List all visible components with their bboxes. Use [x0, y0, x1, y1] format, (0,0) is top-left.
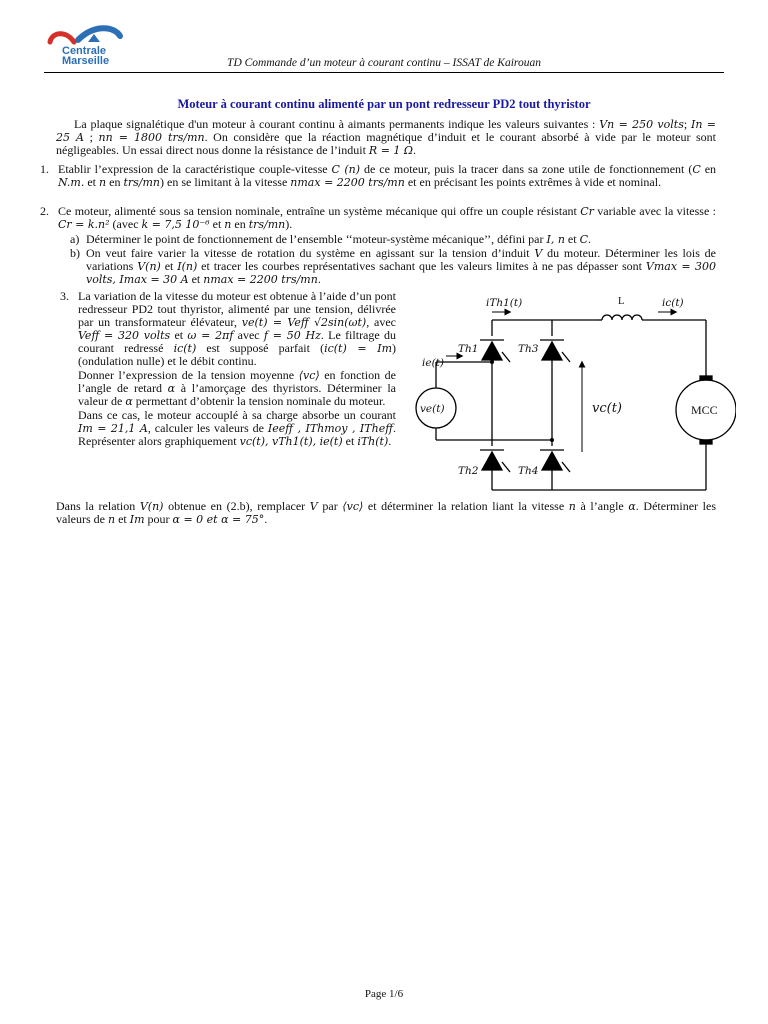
question-1: 1. Etablir l’expression de la caractéristique couple-vitesse C (n) de ce moteur, puis la tracer dans sa zone utile de fonctionnement (C en N.m. et n en trs/mn) en se limitant à la vitesse nmax = 2200 trs/mn et en précisant les points extrêmes à vide et nominal. — [40, 162, 717, 189]
header-rule — [44, 72, 724, 73]
question-2: 2. Ce moteur, alimenté sous sa tension nominale, entraîne un système mécanique qui offre un couple résistant Cr variable avec la vitesse : Cr = k.n² (avec k = 7,5 10⁻⁶ et n en trs/mn). a) Déterminer le point de fonctionnement de l’ensemble ‘‘moteur-système mécanique’’, défini par I, n et C. b) On veut faire varier la vitesse de rotation du système en agissant sur la tension d’induit V du moteur. Déterminer les lois de variations V(n) et I(n) et tracer les courbes représentatives sachant que les valeurs limites à ne pas dépasser sont Vmax = 300 volts, Imax = 30 A et nmax = 2200 trs/mn. — [40, 204, 716, 286]
label-th2: Th2 — [458, 465, 479, 477]
label-mcc: MCC — [691, 403, 718, 417]
question-number: 3. — [60, 289, 69, 303]
label-ith1: iTh1(t) — [486, 297, 523, 309]
question-number: 2. — [40, 204, 49, 218]
label-th3: Th3 — [518, 343, 539, 355]
label-ic: ic(t) — [662, 297, 684, 309]
label-th4: Th4 — [518, 465, 539, 477]
page-header: TD Commande d’un moteur à courant continu – ISSAT de Kairouan — [227, 57, 541, 69]
logo-line2: Marseille — [62, 55, 110, 66]
label-th1: Th1 — [458, 343, 479, 355]
label-ve: ve(t) — [420, 403, 445, 415]
label-inductor: L — [618, 296, 625, 307]
label-ie: ie(t) — [422, 357, 444, 369]
pd2-circuit-diagram — [406, 290, 736, 500]
page-number: Page 1/6 — [364, 988, 404, 1000]
document-title: Moteur à courant continu alimenté par un pont redresseur PD2 tout thyristor — [177, 97, 591, 111]
question-3: 3. La variation de la vitesse du moteur est obtenue à l’aide d’un pont redresseur PD2 tout thyristor, alimenté par une tension, délivrée par un transformateur élévateur, ve(t) = Veff √2sin(ωt), avec Veff = 320 volts et ω = 2πf avec f = 50 Hz. Le filtrage du courant redressé ic(t) est supposé parfait (ic(t) = Im) (ondulation nulle) et le débit continu. Donner l’expression de la tension moyenne ⟨vc⟩ en fonction de l’angle de retard α à l’amorçage des thyristors. Déterminer la valeur de α permettant d’obtenir la tension nominale du moteur. Dans ce cas, le moteur accouplé à sa charge absorbe un courant Im = 21,1 A, calculer les valeurs de Ieeff , IThmoy , ITheff. Représenter alors graphiquement vc(t), vTh1(t), ie(t) et iTh(t). — [60, 289, 397, 448]
question-3-part2: Donner l’expression de la tension moyenne ⟨vc⟩ en fonction de l’angle de retard α à l’amorçage des thyristors. Déterminer la valeur de α permettant d’obtenir la tension nominale du moteur. — [78, 368, 397, 408]
logo-line1: Centrale — [62, 45, 107, 57]
question-2a: a) Déterminer le point de fonctionnement de l’ensemble ‘‘moteur-système mécanique’’, défini par I, n et C. — [70, 232, 592, 246]
question-number: 1. — [40, 162, 49, 176]
question-2b: b) On veut faire varier la vitesse de rotation du système en agissant sur la tension d’induit V du moteur. Déterminer les lois de variations V(n) et I(n) et tracer les courbes représentatives sachant que les valeurs limites à ne pas dépasser sont Vmax = 300 volts, Imax = 30 A et nmax = 2200 trs/mn. — [70, 246, 716, 286]
final-paragraph: Dans la relation V(n) obtenue en (2.b), remplacer V par ⟨vc⟩ et déterminer la relation liant la vitesse n à l’angle α. Déterminer les valeurs de n et Im pour α = 0 et α = 75°. — [56, 499, 716, 526]
intro-paragraph: La plaque signalétique d'un moteur à courant continu à aimants permanents indique les valeurs suivantes : Vn = 250 volts; In = 25 A ; nn = 1800 trs/mn. On considère que la réaction magnétique d’induit et le courant absorbé à vide par le moteur sont négligeables. Un essai direct nous donne la résistance de l’induit R = 1 Ω. — [56, 117, 717, 157]
label-vc: vc(t) — [592, 401, 622, 416]
question-3-part3: Dans ce cas, le moteur accouplé à sa charge absorbe un courant Im = 21,1 A, calculer les valeurs de Ieeff , IThmoy , ITheff. Représenter alors graphiquement vc(t), vTh1(t), ie(t) et iTh(t). — [78, 408, 396, 448]
